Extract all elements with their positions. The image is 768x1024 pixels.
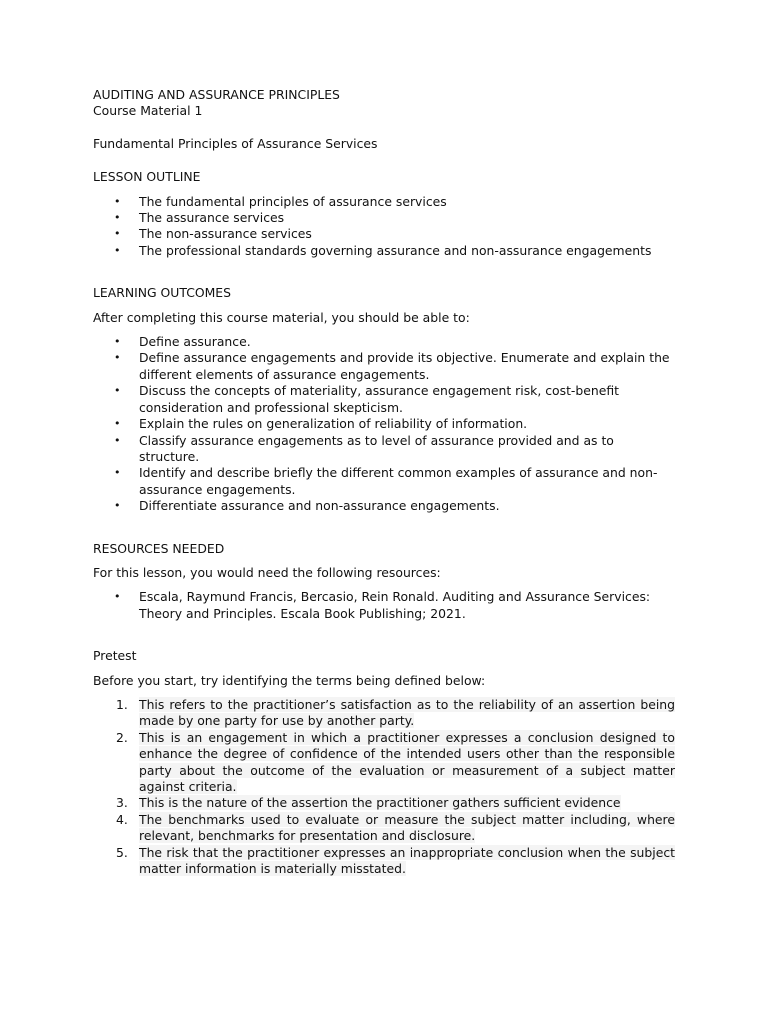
list-item: • Identify and describe briefly the different common examples of assurance and non-assurance engagements. [114, 465, 658, 497]
list-item: • Discuss the concepts of materiality, assurance engagement risk, cost-benefit consideration and professional skepticism. [114, 383, 620, 415]
list-item: • The fundamental principles of assurance services [114, 193, 447, 209]
resources-heading: RESOURCES NEEDED [93, 540, 225, 556]
pretest-list [93, 697, 675, 877]
pretest-intro: Before you start, try identifying the terms being defined below: [93, 672, 486, 688]
list-item: 5. The risk that the practitioner expresses an inappropriate conclusion when the subject matter information is materially misstated. [116, 844, 675, 877]
list-item: • Define assurance engagements and provide its objective. Enumerate and explain the different elements of assurance engagements. [114, 350, 670, 382]
bullet-icon: • [114, 335, 121, 349]
list-item: • The assurance services [114, 210, 285, 226]
course-subtitle: Course Material 1 [93, 103, 203, 119]
bullet-icon: • [114, 590, 121, 604]
bullet-icon: • [114, 499, 121, 513]
bullet-icon: • [114, 243, 121, 257]
bullet-icon: • [114, 466, 121, 480]
list-item: 4. The benchmarks used to evaluate or measure the subject matter including, where relevant, benchmarks for presentation and disclosure. [116, 811, 675, 844]
bullet-icon: • [114, 194, 121, 208]
list-item: • Differentiate assurance and non-assurance engagements. [114, 498, 500, 514]
learning-outcomes-list [93, 334, 675, 514]
course-title: AUDITING AND ASSURANCE PRINCIPLES [93, 87, 340, 102]
list-item: 2. This is an engagement in which a practitioner expresses a conclusion designed to enhance the degree of confidence of the intended users other than the responsible party about the outcome of the evaluation or measurement of a subject matter against criteria. [116, 729, 675, 794]
list-item: • Escala, Raymund Francis, Bercasio, Rein Ronald. Auditing and Assurance Services: Theory and Principles. Escala Book Publishing; 2021. [114, 589, 651, 621]
list-item: 3. This is the nature of the assertion the practitioner gathers sufficient evidence [116, 795, 621, 811]
document-page [93, 87, 675, 877]
bullet-icon: • [114, 384, 121, 398]
bullet-icon: • [114, 433, 121, 447]
list-item: • Classify assurance engagements as to level of assurance provided and as to structure. [114, 432, 614, 464]
topic-title: Fundamental Principles of Assurance Services [93, 136, 378, 152]
list-item: • Define assurance. [114, 334, 251, 350]
list-item: • Explain the rules on generalization of reliability of information. [114, 416, 528, 432]
resources-list [93, 589, 675, 622]
list-item: 1. This refers to the practitioner’s satisfaction as to the reliability of an assertion being made by one party for use by another party. [116, 696, 675, 729]
learning-outcomes-intro: After completing this course material, you should be able to: [93, 309, 470, 325]
list-item: • The non-assurance services [114, 226, 312, 242]
bullet-icon: • [114, 417, 121, 431]
lesson-outline-heading: LESSON OUTLINE [93, 169, 201, 185]
pretest-heading: Pretest [93, 648, 137, 664]
bullet-icon: • [114, 227, 121, 241]
bullet-icon: • [114, 351, 121, 365]
learning-outcomes-heading: LEARNING OUTCOMES [93, 285, 232, 301]
bullet-icon: • [114, 211, 121, 225]
resources-intro: For this lesson, you would need the following resources: [93, 564, 441, 580]
lesson-outline-list [93, 194, 675, 260]
list-item: • The professional standards governing assurance and non-assurance engagements [114, 242, 652, 258]
